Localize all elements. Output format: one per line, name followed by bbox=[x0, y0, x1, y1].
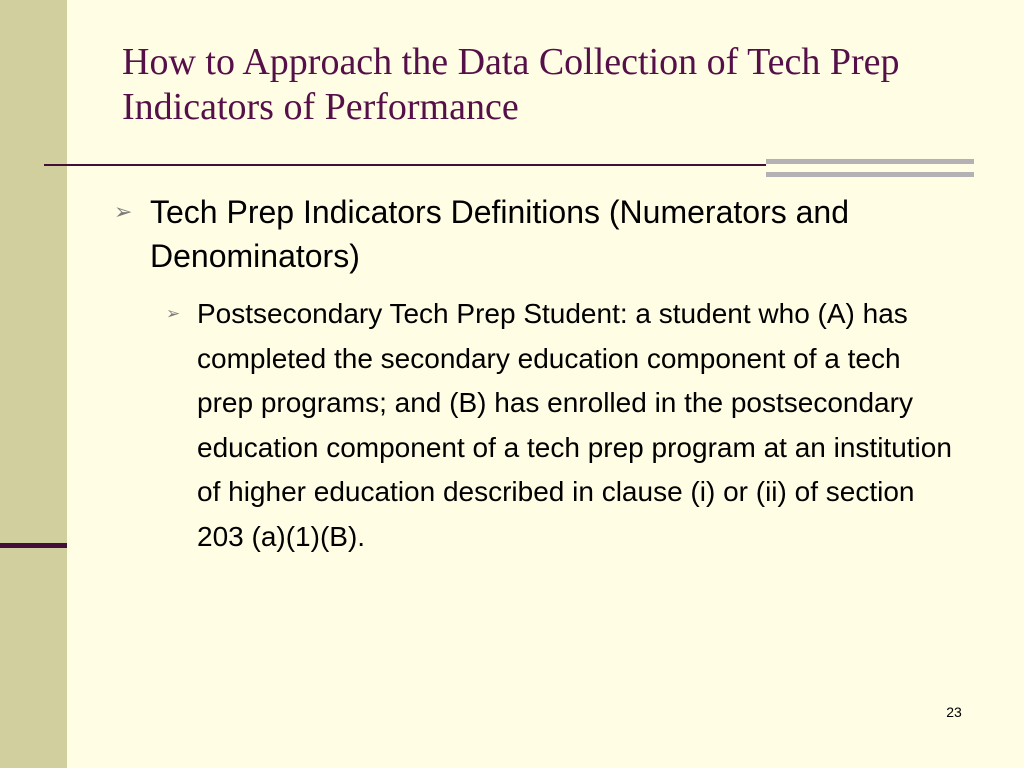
arrow-bullet-icon: ➢ bbox=[166, 304, 181, 323]
arrow-bullet-icon: ➢ bbox=[114, 199, 133, 224]
left-band-accent-line bbox=[0, 543, 67, 548]
bullet-level-2 bbox=[166, 292, 956, 559]
left-decorative-band bbox=[0, 0, 67, 768]
bullet-level-1-text: Tech Prep Indicators Definitions (Numerators and Denominators) bbox=[150, 194, 849, 274]
bullet-level-2-text: Postsecondary Tech Prep Student: a student who (A) has completed the secondary education component of a tech prep programs; and (B) has enrolled in the postsecondary education component of a tech prep program at an institution of higher education described in clause (i) or (ii) of section 203 (a)(1)(B). bbox=[197, 298, 952, 552]
page-number: 23 bbox=[946, 704, 962, 720]
slide-title: How to Approach the Data Collection of Tech Prep Indicators of Performance bbox=[122, 41, 900, 128]
bullet-level-1 bbox=[114, 190, 964, 278]
decorative-gray-bar-bottom bbox=[766, 172, 974, 177]
decorative-gray-bar-top bbox=[766, 159, 974, 164]
title-divider-line bbox=[44, 164, 766, 166]
